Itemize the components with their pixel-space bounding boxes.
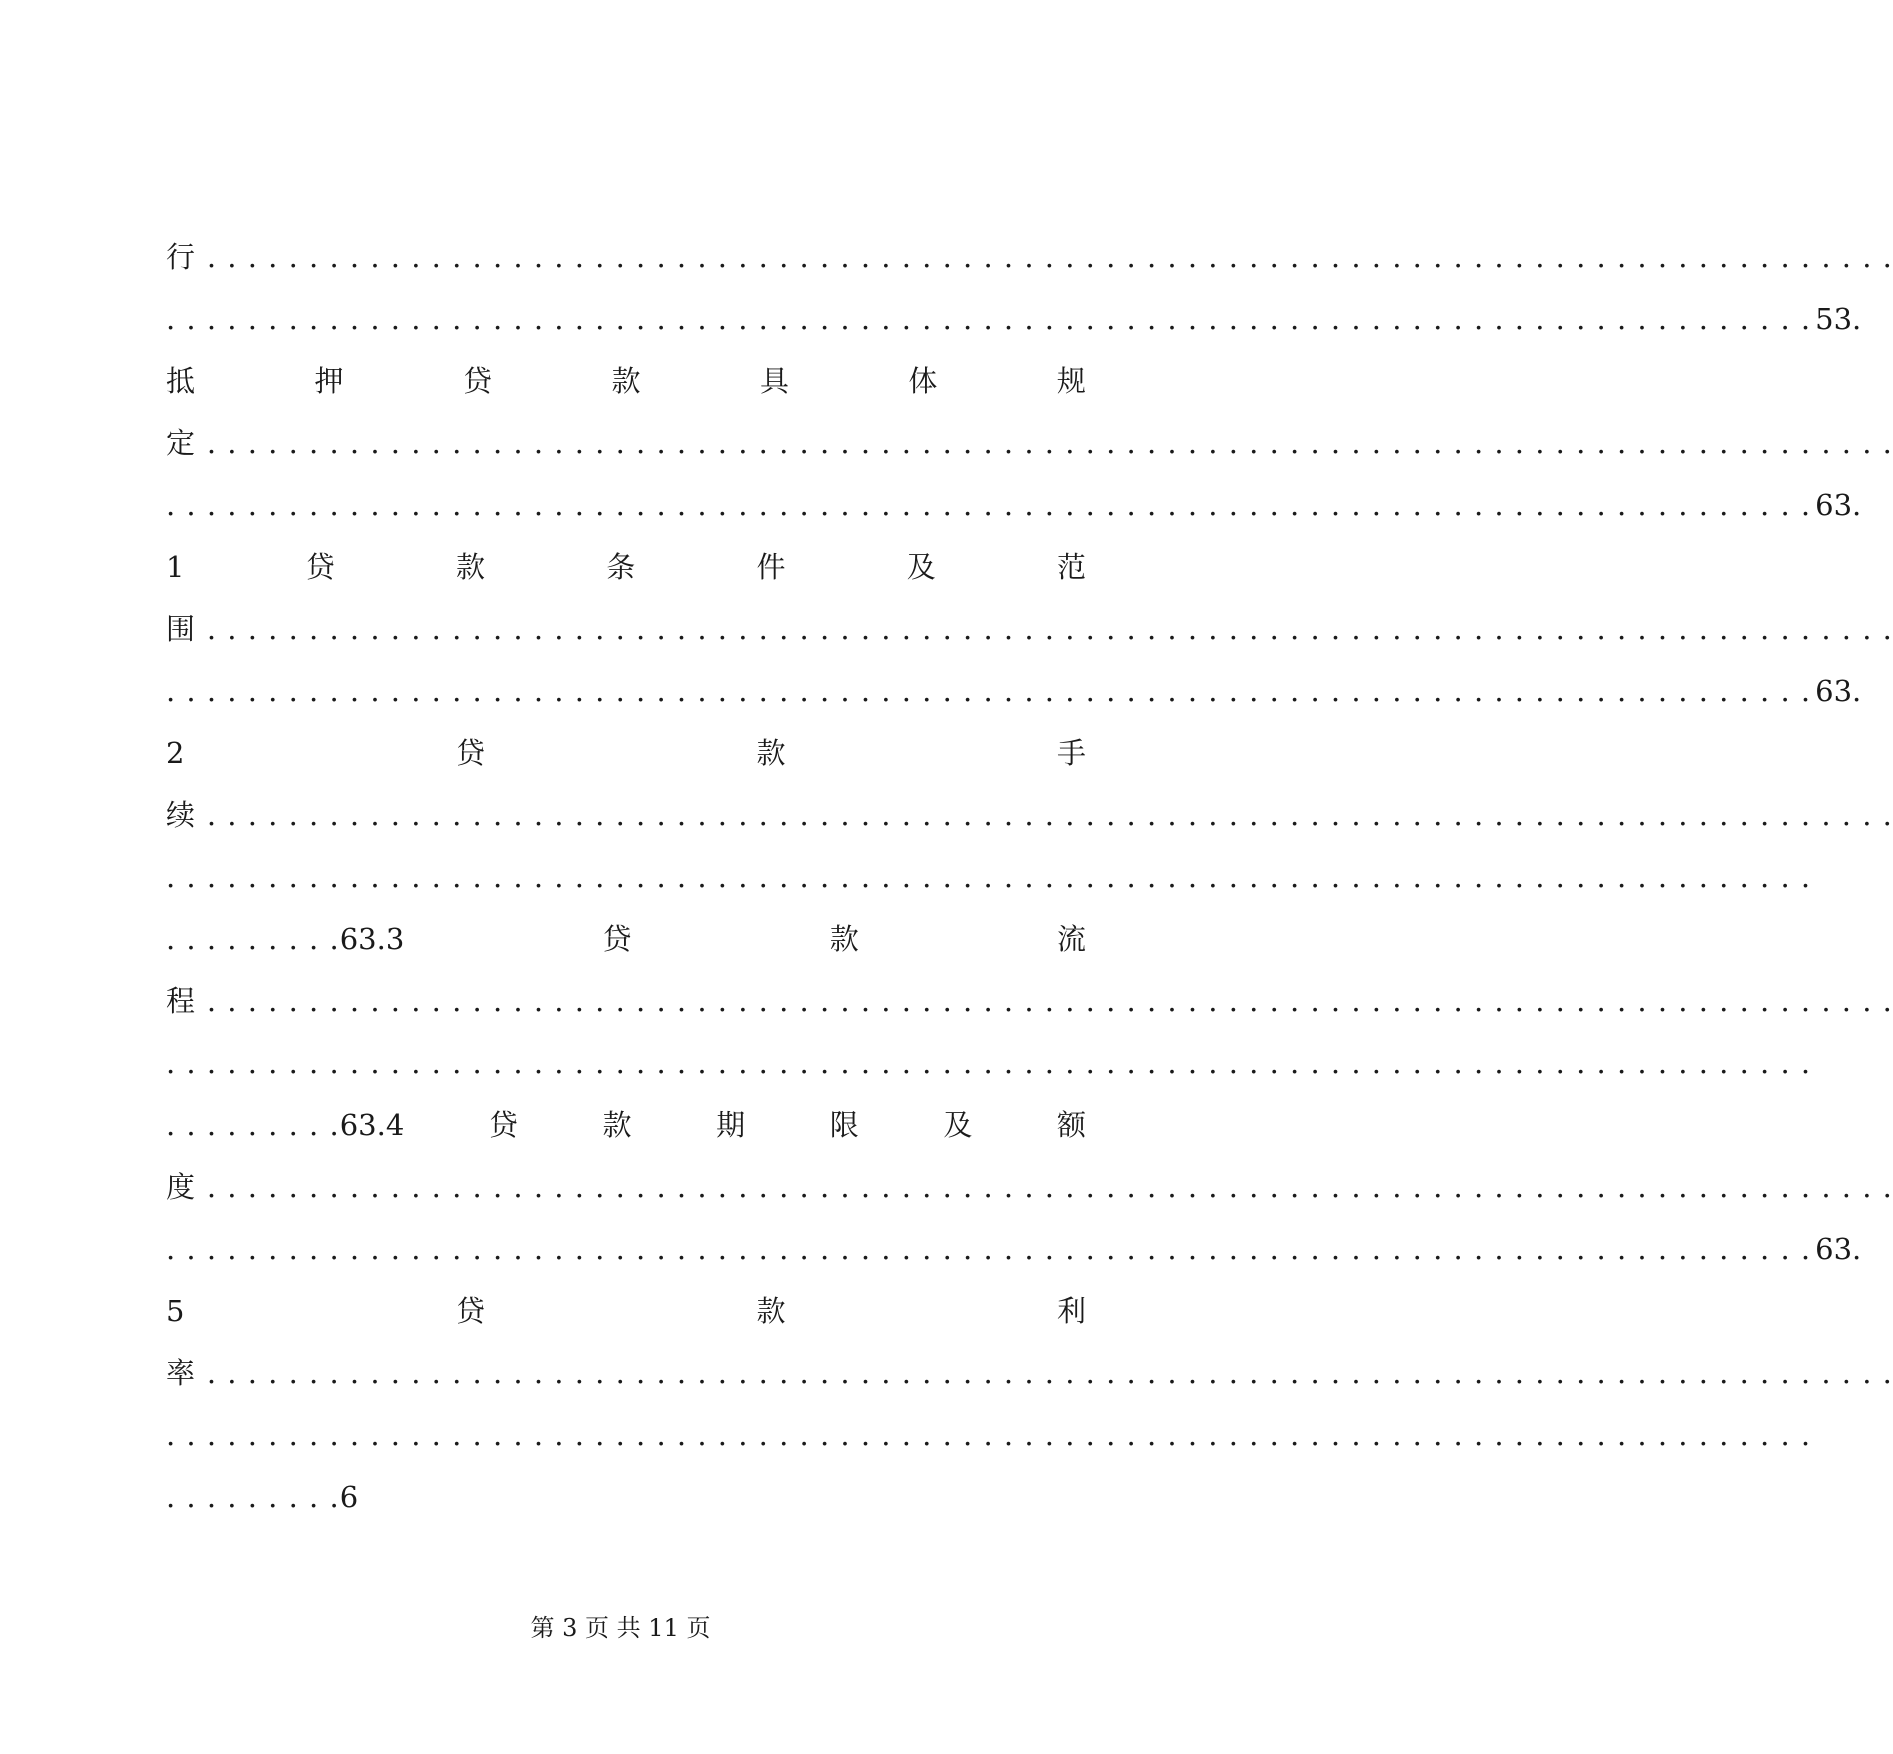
toc-line [166,1466,1086,1528]
page-number: 63.4 [339,1108,405,1142]
dot-leader: . . . . . . . . . . . . . . . . . . . . . . . . . . . . . . . . . . . . . . . . . . . . . . . . . . . . . . . . . . . . . . . . . . . . . . . . . . . . . . . . . [166,860,1812,894]
toc-heading-char: 贷 [602,922,632,956]
dot-leader: . . . . . . . . . [166,1480,340,1514]
toc-heading-char: 手 [1056,736,1086,770]
toc-heading-char: 抵 [166,364,196,398]
toc-line [166,598,1086,660]
toc-line [166,1218,1862,1280]
toc-heading-char: 流 [1056,922,1086,956]
toc-heading-char: 5 [166,1294,185,1328]
dot-leader: . . . . . . . . . . . . . . . . . . . . . . . . . . . . . . . . . . . . . . . . . . . . . . . . . . . . . . . . . . . . . . . . . . . . . . . . . . . . . . . . . [166,674,1812,708]
toc-line-text: 度 [166,1170,199,1204]
toc-heading-char: 体 [908,364,938,398]
toc-line [166,908,1086,970]
toc-heading-char: 规 [1056,364,1086,398]
dot-leader: . . . . . . . . . . . . . . . . . . . . . . . . . . . . . . . . . . . . . . . . . . . . . . . . . . . . . . . . . . . . . . . . . . . . . . . . . . . . . . . . . [166,302,1812,336]
dot-leader: . . . . . . . . . . . . . . . . . . . . . . . . . . . . . . . . . . . . . . . . . . . . . . . . . . . . . . . . . . . . . . . . . . . . . . . . . . . . . . . . . [166,1046,1812,1080]
toc-heading-char: 期 [716,1108,746,1142]
toc-heading-char: 款 [829,922,859,956]
toc-line [166,1094,1086,1156]
toc-line [166,226,1086,288]
toc-heading-char: 额 [1056,1108,1086,1142]
toc-line [166,660,1862,722]
toc-heading-char: 2 [166,736,185,770]
toc-heading-char: 条 [606,550,636,584]
page-number: 6 [339,1480,359,1514]
page-number: 63.3 [339,922,405,956]
toc-line [166,412,1086,474]
toc-heading-char: 及 [943,1108,973,1142]
toc-line [166,846,1812,908]
toc-heading-char: 款 [756,736,786,770]
page-number: 63. [1815,1232,1862,1266]
page-footer: 第 3 页 共 11 页 [530,1614,711,1642]
toc-heading-char: 贷 [455,736,485,770]
toc-line [166,350,1086,412]
dot-leader: . . . . . . . . . [166,1108,340,1142]
toc-heading-char: 款 [756,1294,786,1328]
table-of-contents [166,226,1862,1528]
toc-heading-char: 件 [756,550,786,584]
dot-leader-with-number [166,1466,358,1528]
toc-line-text: 围 [166,612,199,646]
toc-line [166,474,1862,536]
toc-heading-char: 及 [906,550,936,584]
toc-line-text: 程 [166,984,199,1018]
dot-leader: . . . . . . . . . . . . . . . . . . . . . . . . . . . . . . . . . . . . . . . . . . . . . . . . . . . . . . . . . . . . . . . . . . . . . . . . . . . . . . . . . [166,1232,1812,1266]
toc-heading-char: 贷 [462,364,492,398]
page-number: 53. [1815,302,1862,336]
toc-line [166,784,1086,846]
toc-heading-char: 款 [611,364,641,398]
dot-leader-with-number [166,1094,404,1156]
toc-line [166,288,1862,350]
toc-heading-char: 具 [759,364,789,398]
dot-leader: . . . . . . . . . . . . . . . . . . . . . . . . . . . . . . . . . . . . . . . . . . . . . . . . . . . . . . . . . . . . . . . . . . . . . . . . . . . . . . . . . [166,488,1812,522]
dot-leader-with-number [166,908,404,970]
toc-line [166,970,1086,1032]
toc-line [166,1280,1086,1342]
toc-heading-char: 1 [166,550,185,584]
toc-heading-char: 贷 [455,1294,485,1328]
toc-line-text: 续 [166,798,199,832]
toc-heading-char: 贷 [305,550,335,584]
toc-line-text: 定 [166,426,199,460]
dot-leader: . . . . . . . . . [166,922,340,956]
toc-heading-char: 款 [455,550,485,584]
dot-leader: . . . . . . . . . . . . . . . . . . . . . . . . . . . . . . . . . . . . . . . . . . . . . . . . . . . . . . . . . . . . . . . . . . . . . . . . . . . . . . . . . [166,1418,1812,1452]
toc-heading-char: 贷 [488,1108,518,1142]
toc-line [166,722,1086,784]
toc-line-text: 行 [166,240,199,274]
toc-line [166,1404,1812,1466]
toc-heading-char: 范 [1056,550,1086,584]
toc-line-text: 率 [166,1356,199,1390]
toc-line [166,536,1086,598]
toc-heading-char: 押 [314,364,344,398]
toc-line [166,1156,1086,1218]
toc-heading-char: 限 [829,1108,859,1142]
page-number: 63. [1815,488,1862,522]
toc-heading-char: 利 [1056,1294,1086,1328]
page-number: 63. [1815,674,1862,708]
toc-line [166,1342,1086,1404]
toc-heading-char: 款 [602,1108,632,1142]
toc-line [166,1032,1812,1094]
